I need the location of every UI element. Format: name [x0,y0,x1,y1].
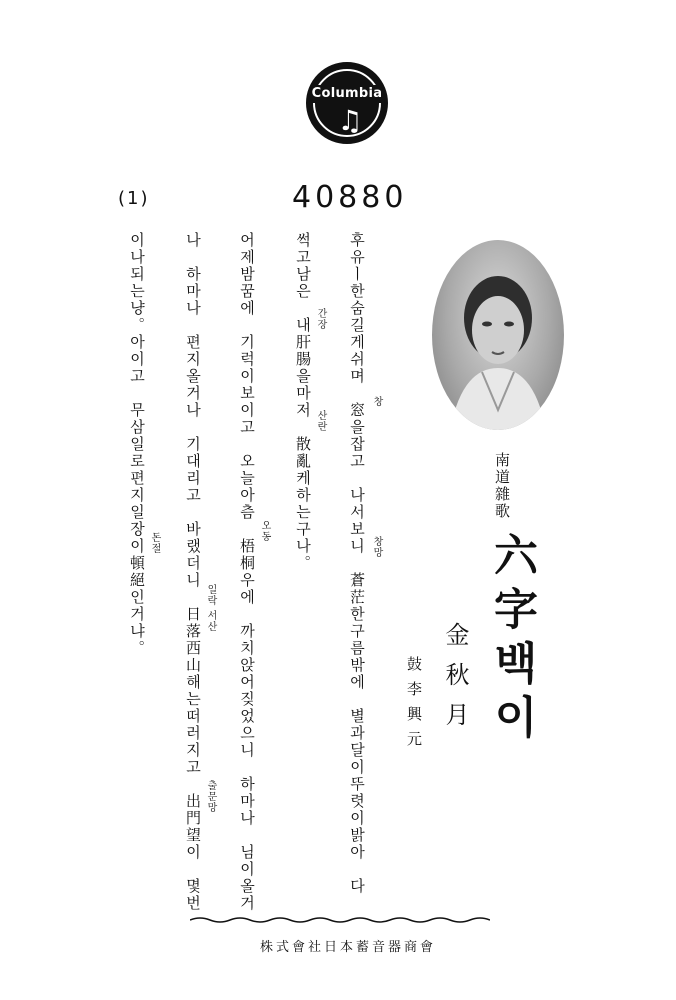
reading-annotation: 창 [371,396,382,407]
columbia-logo [306,62,388,144]
reading-annotation: 간장 [315,308,326,330]
reading-annotation: 일락 서산 [205,584,216,633]
brand-name: Columbia [311,86,383,101]
singer-name: 金秋月 [441,622,469,742]
lyric-line-3: 어제밤꿈에 기럭이보이고 오늘아츰 梧桐우에 까치앉어짖었으니 하마나 님이올거 [238,232,256,912]
lyric-line-2: 썩고남은 내肝腸을마저 散亂케하는구나。 [294,232,312,572]
song-title: 六字백이 [486,532,537,748]
divider-rule [190,916,490,924]
reading-annotation: 돈절 [149,532,160,554]
reading-annotation: 출문망 [205,780,216,813]
reading-annotation: 창망 [371,536,382,558]
lyric-line-4: 나 하마나 편지올거나 기대리고 바랬더니 日落西山해는떠러지고 出門望이 몇번 [184,232,202,912]
record-number: 40880 [292,180,408,215]
portrait-photo [432,240,564,430]
singer-portrait [432,240,564,430]
accompanist-name: 鼓李興元 [405,656,423,756]
reading-annotation: 오동 [259,520,270,542]
music-note-icon: ♫ [337,104,363,137]
lyric-line-5: 이나되는냥。아이고 무삼일로편지일장이頓絕인거냐。 [128,232,146,657]
page-number: (1) [118,188,150,209]
publisher-footer: 株式會社日本蓄音器商會 [259,940,436,955]
reading-annotation: 산란 [315,410,326,432]
genre-label: 南道雜歌 [493,452,511,520]
lyric-line-1: 후유ㅣ한숨길게쉬며 窓을잡고 나서보니 蒼茫한구름밖에 별과달이뚜렷이밝아 다 [348,232,366,895]
